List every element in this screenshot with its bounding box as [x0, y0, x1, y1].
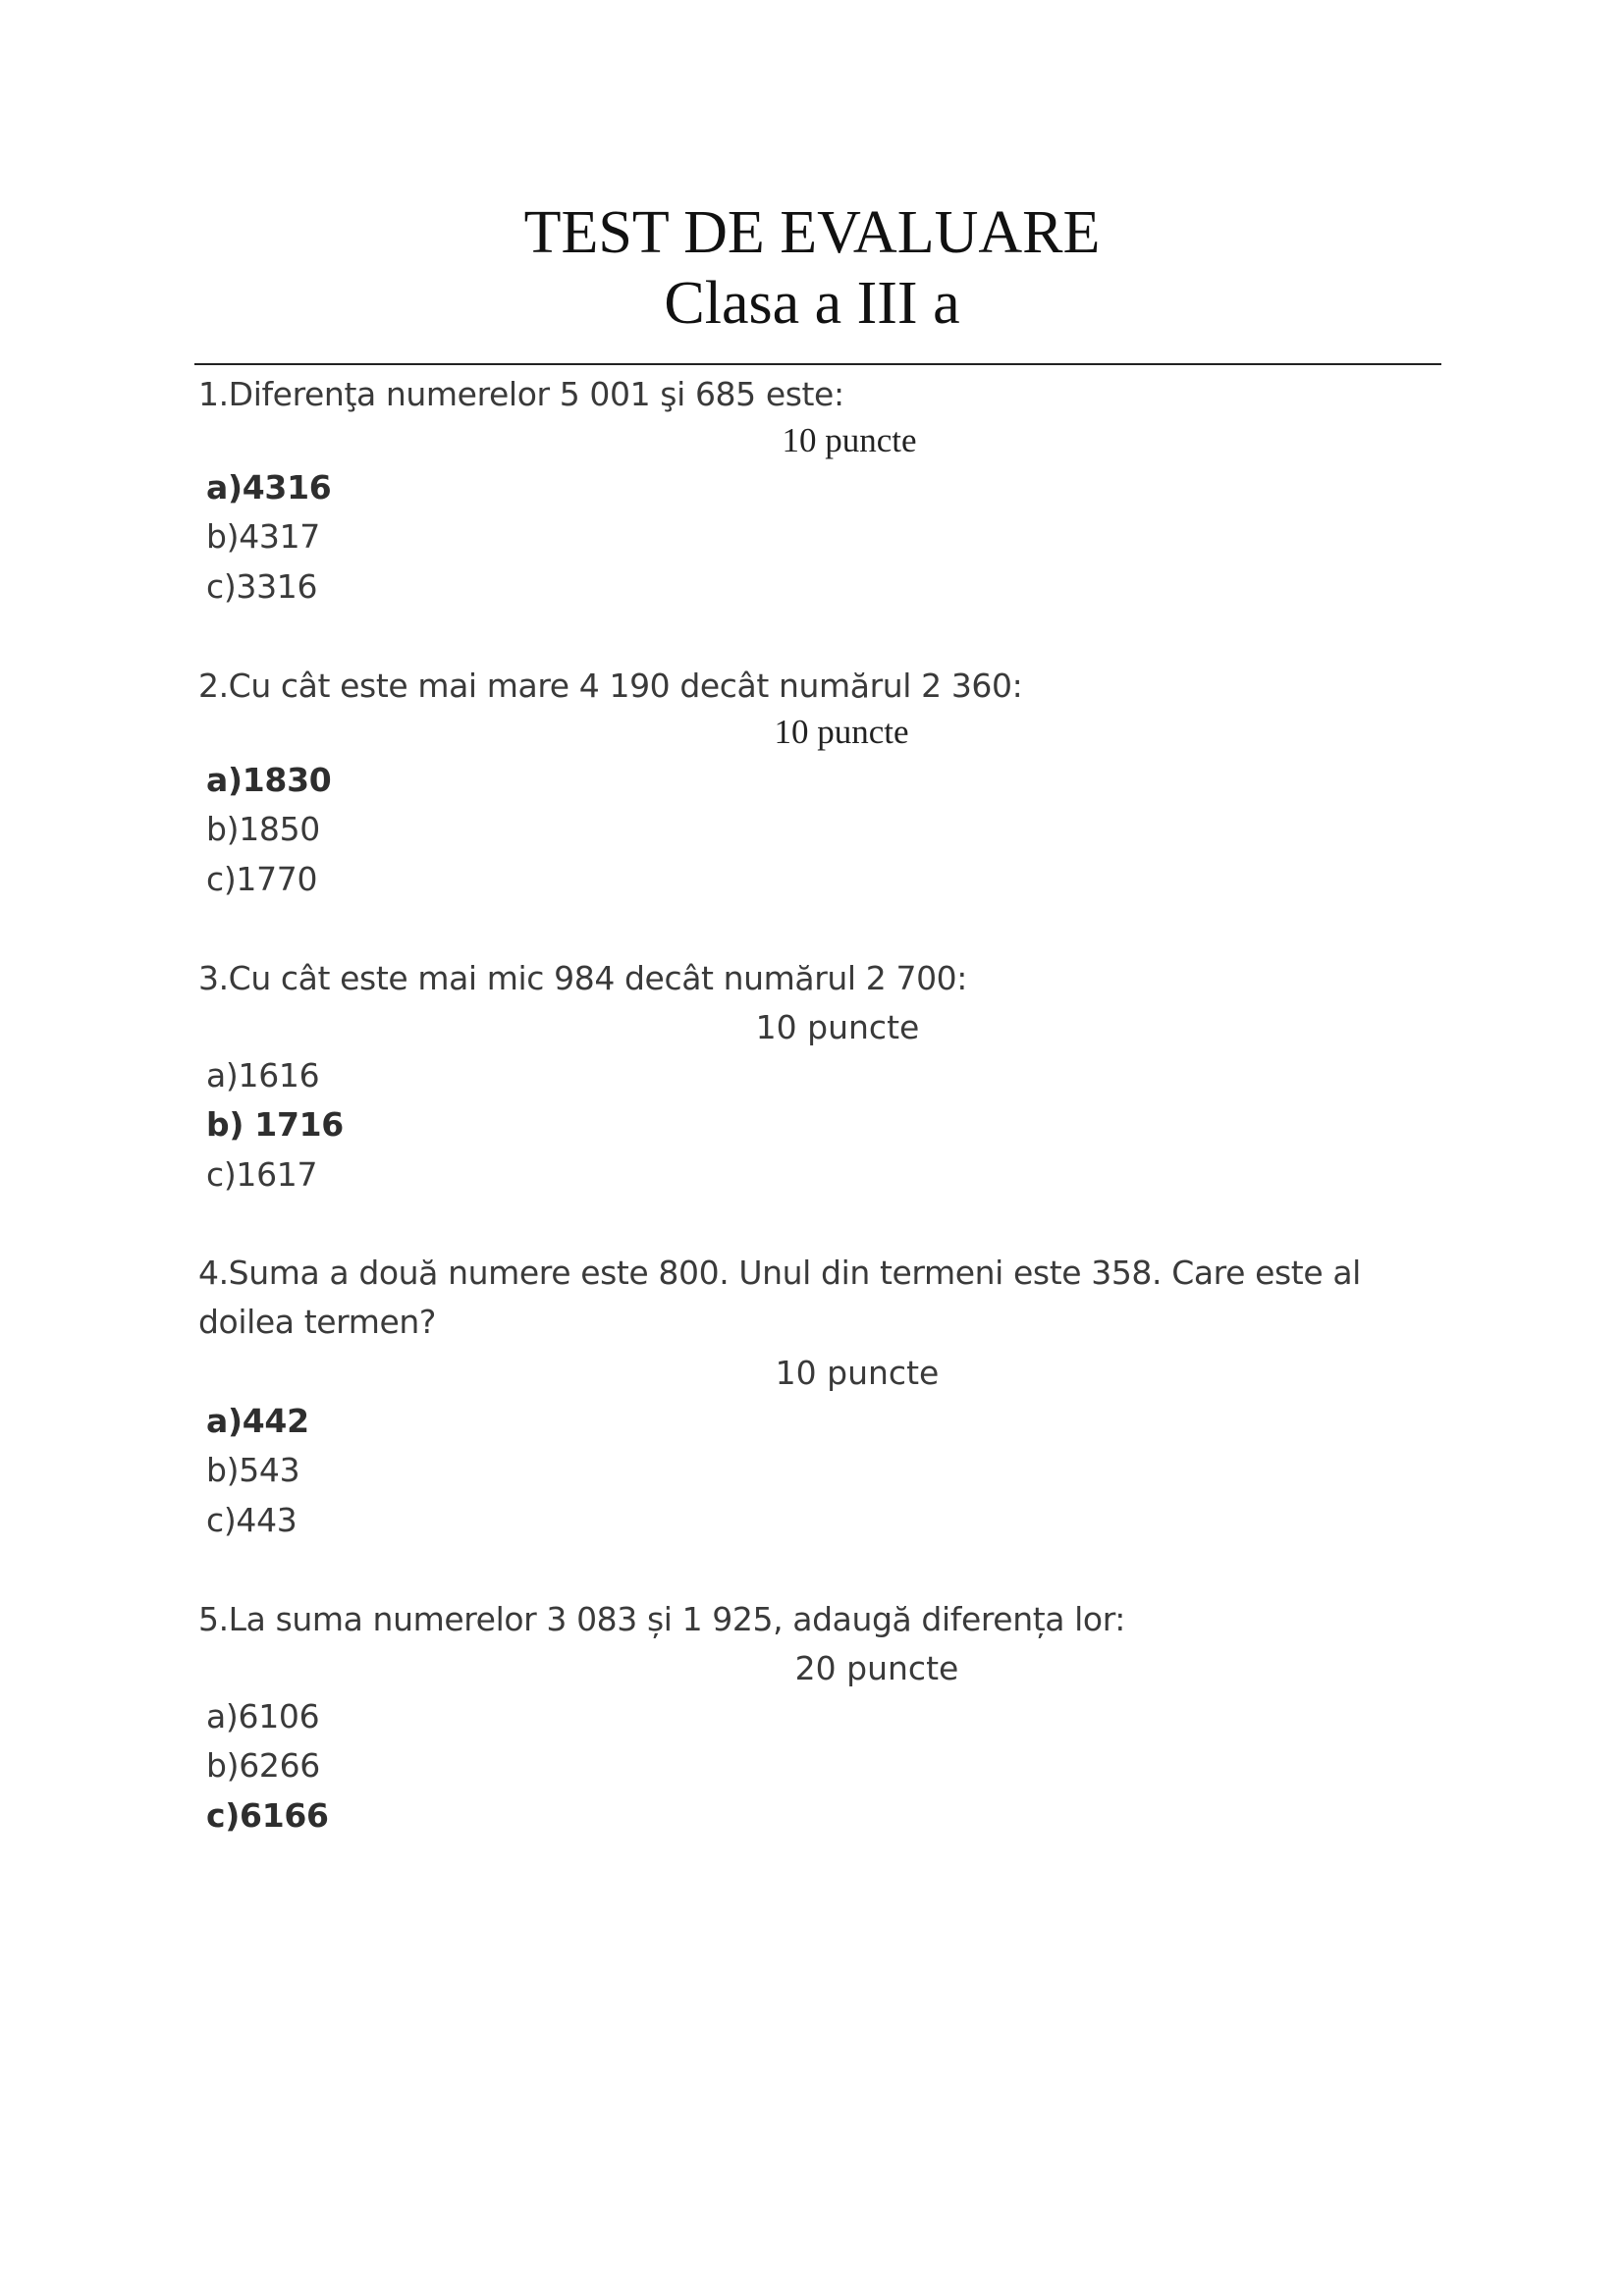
question-2-option-c: c)1770 [206, 860, 318, 898]
question-5-option-a: a)6106 [206, 1697, 320, 1735]
question-4-option-c: c)443 [206, 1501, 298, 1539]
question-4-option-b: b)543 [206, 1451, 300, 1489]
question-5-text: 5.La suma numerelor 3 083 și 1 925, adaugă diferența lor: [198, 1600, 1126, 1638]
question-2-text: 2.Cu cât este mai mare 4 190 decât numărul 2 360: [198, 667, 1023, 705]
question-2-option-b: b)1850 [206, 810, 321, 848]
title-divider [194, 363, 1441, 365]
question-1-text: 1.Diferenţa numerelor 5 001 şi 685 este: [198, 375, 844, 413]
question-4-option-a: a)442 [206, 1402, 309, 1440]
question-1-option-c: c)3316 [206, 567, 318, 606]
question-1-option-b: b)4317 [206, 517, 321, 556]
question-3-points: 10 puncte [755, 1008, 920, 1046]
question-5-option-c: c)6166 [206, 1796, 329, 1835]
question-5-points: 20 puncte [794, 1649, 959, 1687]
question-4-points: 10 puncte [775, 1354, 940, 1392]
page-subtitle: Clasa a III a [664, 270, 960, 337]
question-1-option-a: a)4316 [206, 468, 332, 507]
question-5-option-b: b)6266 [206, 1746, 321, 1785]
question-3-text: 3.Cu cât este mai mic 984 decât numărul 2 700: [198, 959, 967, 997]
question-2-points: 10 puncte [774, 713, 909, 751]
page-title: TEST DE EVALUARE [523, 199, 1101, 266]
question-3-option-b: b) 1716 [206, 1105, 344, 1144]
question-4-text: 4.Suma a două numere este 800. Unul din termeni este 358. Care este al doilea termen? [198, 1254, 1361, 1341]
question-1-points: 10 puncte [782, 421, 917, 459]
question-3-option-a: a)1616 [206, 1056, 320, 1095]
question-2-option-a: a)1830 [206, 761, 332, 799]
question-3-option-c: c)1617 [206, 1155, 318, 1194]
